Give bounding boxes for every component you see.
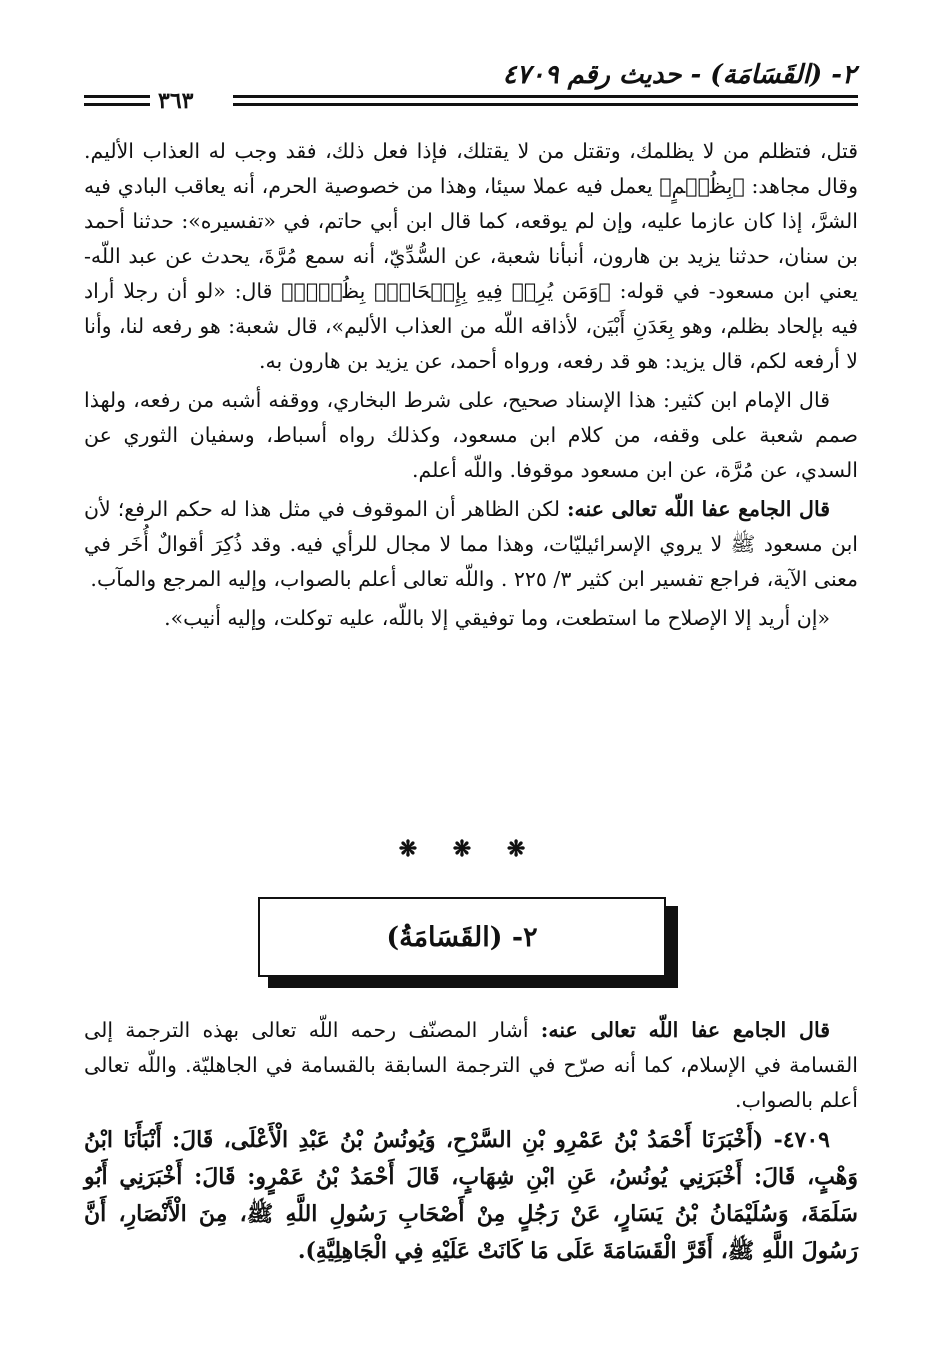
chapter-title-box <box>258 897 666 977</box>
compiler-note-1-text: لكن الظاهر أن الموقوف في مثل هذا له حكم الرفع؛ لأن ابن مسعود ﷺ لا يروي الإسرائيليّات، وهذا مما لا مجال للرأي فيه. وقد ذُكِرَ أقوالٌ أُخَر في معنى الآية، فراجع تفسير ابن كثير ٣/ ٢٢٥ . واللّه تعالى أعلم بالصواب، وإليه المرجع والمآب. <box>84 497 858 591</box>
compiler-note-1 <box>84 492 858 597</box>
chapter-title: ٢- (القَسَامَةُ) <box>386 921 538 953</box>
closing-quote: «إن أريد إلا الإصلاح ما استطعت، وما توفيقي إلا باللّه، عليه توكلت، وإليه أنيب». <box>164 606 830 630</box>
header-rule-left-bottom <box>84 103 150 106</box>
compiler-note-2 <box>84 1013 858 1118</box>
hadith-text: ٤٧٠٩- (أَخْبَرَنَا أَحْمَدُ بْنُ عَمْرِو بْنِ السَّرْحِ، وَيُونُسُ بْنُ عَبْدِ الْأَعْلَى، قَالَ: أَنْبَأَنَا ابْنُ وَهْبٍ، قَالَ: أَخْبَرَنِي يُونُسُ، عَنِ ابْنِ شِهَابٍ، قَالَ أَحْمَدُ بْنُ عَمْرٍو: قَالَ: أَخْبَرَنِي أَبُو سَلَمَةَ، وَسُلَيْمَانُ بْنُ يَسَارٍ، عَنْ رَجُلٍ مِنْ أَصْحَابِ رَسُولِ اللَّهِ ﷺ، مِنَ الْأَنْصَارِ، أَنَّ رَسُولَ اللَّهِ ﷺ، أَقَرَّ الْقَسَامَةَ عَلَى مَا كَانَتْ عَلَيْهِ فِي الْجَاهِلِيَّةِ). <box>84 1127 858 1264</box>
section-separator: ❋ ❋ ❋ <box>398 836 540 862</box>
page-number: ٣٦٣ <box>158 88 194 114</box>
upper-text-block <box>84 134 858 640</box>
header-rule-left-top <box>84 95 150 98</box>
lower-text-block <box>84 1013 858 1274</box>
compiler-note-2-text: أشار المصنّف رحمه اللّه تعالى بهذه الترجمة إلى القسامة في الإسلام، كما أنه صرّح في الترجمة السابقة بالقسامة في الجاهليّة. واللّه تعالى أعلم بالصواب. <box>84 1018 858 1112</box>
commentary-paragraph-1: قتل، فتظلم من لا يظلمك، وتقتل من لا يقتلك، فإذا فعل ذلك، فقد وجب له العذاب الأليم. وقال مجاهد: ﴿بِظُلۡمٍ﴾ يعمل فيه عملا سيئا، وهذا من خصوصية الحرم، أنه يعاقب البادي فيه الشرَّ، إذا كان عازما عليه، وإن لم يوقعه، كما قال ابن أبي حاتم، في «تفسيره»: حدثنا أحمد بن سنان، حدثنا يزيد بن هارون، أنبأنا شعبة، عن السُّدِّيّ، أنه سمع مُرَّةَ، يحدث عن عبد اللّه- يعني ابن مسعود- في قوله: ﴿وَمَن يُرِدۡ فِيهِ بِإِلۡحَادِۭ بِظُلۡمٖ﴾ قال: «لو أن رجلا أراد فيه بإلحاد بظلم، وهو بِعَدَنِ أَبْيَن، لأذاقه اللّه من العذاب الأليم»، قال شعبة: هو رفعه لنا، وأنا لا أرفعه لكم، قال يزيد: هو قد رفعه، ورواه أحمد، عن يزيد بن هارون به. <box>84 139 858 373</box>
header-rule-right-bottom <box>233 103 858 106</box>
running-title: ٢- (القَسَامَة) - حديث رقم ٤٧٠٩ <box>502 60 856 90</box>
compiler-note-2-lead: قال الجامع عفا اللّه تعالى عنه: <box>540 1018 830 1042</box>
compiler-note-1-lead: قال الجامع عفا اللّه تعالى عنه: <box>566 497 830 521</box>
commentary-paragraph-2: قال الإمام ابن كثير: هذا الإسناد صحيح، على شرط البخاري، ووقفه أشبه من رفعه، ولهذا صمم شعبة على وقفه، من كلام ابن مسعود، وكذلك رواه أسباط، وسفيان الثوري عن السدي، عن مُرَّة، عن ابن مسعود موقوفا. واللّه أعلم. <box>84 388 858 482</box>
header-rule-right-top <box>233 95 858 98</box>
